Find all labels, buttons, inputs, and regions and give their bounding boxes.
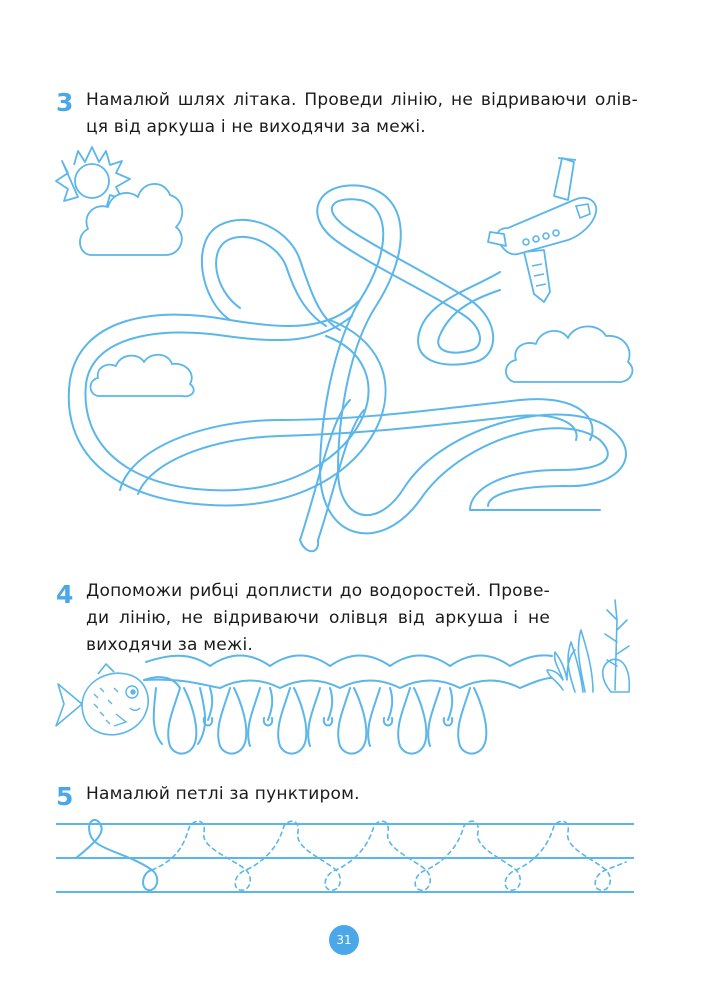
task-4-line-2: ди лінію, не відриваючи олівця від аркуша і не [86,608,550,628]
dotted-loops-exercise [56,812,636,902]
task-4-number: 4 [56,580,74,609]
task-4-line-3: виходячи за межі. [86,635,253,655]
cloud-illustration-inside-maze [88,348,200,400]
task-5-line-1: Намалюй петлі за пунктиром. [86,784,360,804]
cloud-illustration-right [502,320,638,386]
task-4-instruction [86,578,550,659]
task-3-line-2: ця від аркуша і не виходячи за межі. [86,117,426,137]
task-4-line-1: Допоможи рибці доплисти до водоростей. Прове- [86,581,550,601]
task-5-number: 5 [56,782,74,811]
page-number: 31 [329,925,359,955]
fish-loop-track [140,648,560,760]
seaweed-illustration [545,590,645,695]
fish-illustration [54,664,154,746]
task-3-number: 3 [56,88,74,117]
task-5-instruction [86,781,486,808]
task-3-line-1: Намалюй шлях літака. Проведи лінію, не відриваючи олів- [86,90,638,110]
